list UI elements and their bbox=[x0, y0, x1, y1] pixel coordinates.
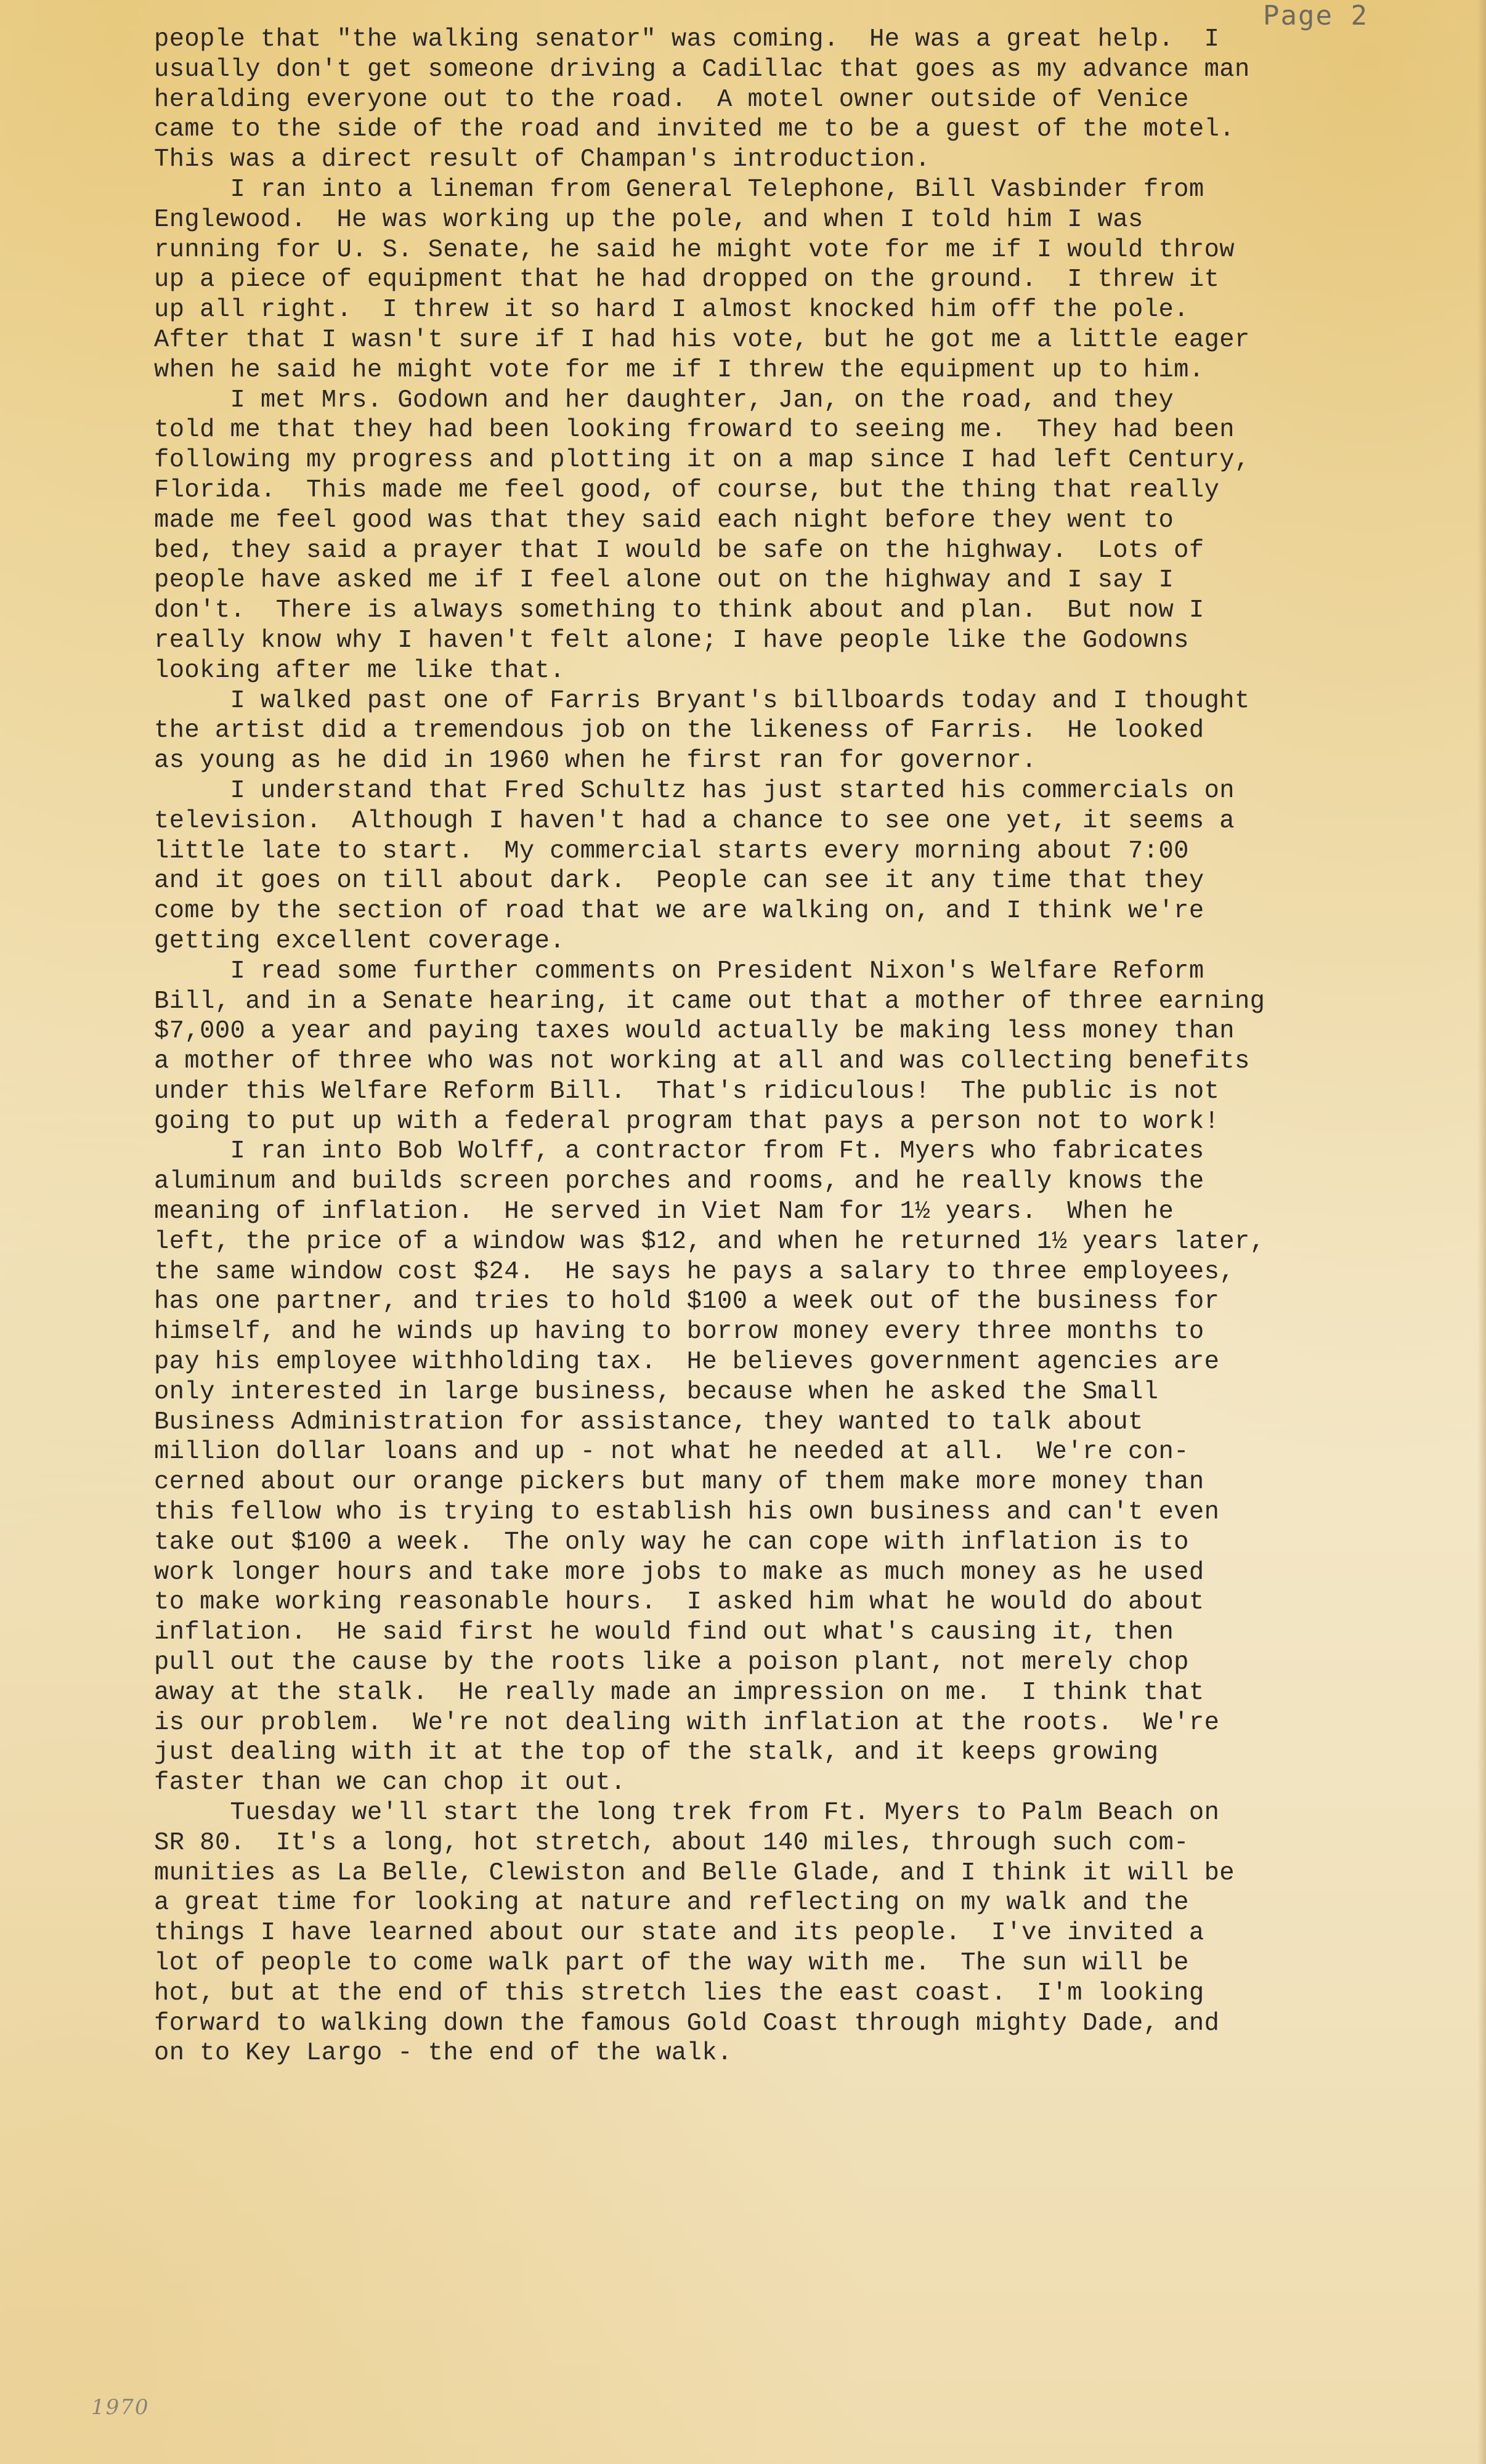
text-line: up a piece of equipment that he had dropped on the ground. I threw it bbox=[154, 265, 1220, 294]
text-line: hot, but at the end of this stretch lies the east coast. I'm looking bbox=[154, 1979, 1204, 2008]
text-line: things I have learned about our state and its people. I've invited a bbox=[154, 1919, 1204, 1948]
page-number: Page 2 bbox=[1263, 0, 1368, 31]
text-line: pay his employee withholding tax. He believes government agencies are bbox=[154, 1348, 1220, 1377]
text-line: I read some further comments on President Nixon's Welfare Reform bbox=[154, 957, 1204, 986]
text-line: the artist did a tremendous job on the likeness of Farris. He looked bbox=[154, 716, 1204, 745]
text-line: a great time for looking at nature and reflecting on my walk and the bbox=[154, 1889, 1189, 1918]
text-line: has one partner, and tries to hold $100 a week out of the business for bbox=[154, 1287, 1220, 1316]
text-line: meaning of inflation. He served in Viet Nam for 1½ years. When he bbox=[154, 1198, 1174, 1226]
text-line: Englewood. He was working up the pole, and when I told him I was bbox=[154, 205, 1143, 234]
text-line: heralding everyone out to the road. A motel owner outside of Venice bbox=[154, 85, 1189, 114]
text-line: aluminum and builds screen porches and rooms, and he really knows the bbox=[154, 1167, 1204, 1196]
text-line: television. Although I haven't had a chance to see one yet, it seems a bbox=[154, 806, 1235, 835]
text-line: getting excellent coverage. bbox=[154, 926, 566, 955]
text-line: SR 80. It's a long, hot stretch, about 140 miles, through such com- bbox=[154, 1828, 1189, 1857]
text-line: lot of people to come walk part of the way with me. The sun will be bbox=[154, 1949, 1189, 1977]
text-line: come by the section of road that we are walking on, and I think we're bbox=[154, 897, 1204, 926]
text-line: and it goes on till about dark. People can see it any time that they bbox=[154, 867, 1204, 896]
text-line: bed, they said a prayer that I would be safe on the highway. Lots of bbox=[154, 536, 1204, 565]
text-line: faster than we can chop it out. bbox=[154, 1769, 626, 1797]
text-line: After that I wasn't sure if I had his vote, but he got me a little eager bbox=[154, 325, 1250, 354]
text-line: people that "the walking senator" was coming. He was a great help. I bbox=[154, 25, 1220, 54]
text-line: made me feel good was that they said each night before they went to bbox=[154, 506, 1174, 535]
text-line: up all right. I threw it so hard I almost knocked him off the pole. bbox=[154, 296, 1189, 325]
text-line: $7,000 a year and paying taxes would actually be making less money than bbox=[154, 1017, 1235, 1046]
text-line: away at the stalk. He really made an impression on me. I think that bbox=[154, 1678, 1204, 1707]
text-line: cerned about our orange pickers but many of them make more money than bbox=[154, 1468, 1204, 1497]
text-line: I ran into Bob Wolff, a contractor from Ft. Myers who fabricates bbox=[154, 1137, 1204, 1166]
text-line: I met Mrs. Godown and her daughter, Jan, on the road, and they bbox=[154, 386, 1174, 415]
text-line: Florida. This made me feel good, of course, but the thing that really bbox=[154, 476, 1220, 505]
text-line: I ran into a lineman from General Telephone, Bill Vasbinder from bbox=[154, 175, 1204, 204]
text-line: only interested in large business, because when he asked the Small bbox=[154, 1377, 1159, 1406]
text-line: himself, and he winds up having to borrow money every three months to bbox=[154, 1318, 1204, 1347]
text-line: this fellow who is trying to establish his own business and can't even bbox=[154, 1498, 1220, 1527]
text-line: people have asked me if I feel alone out on the highway and I say I bbox=[154, 566, 1174, 595]
text-line: really know why I haven't felt alone; I have people like the Godowns bbox=[154, 626, 1189, 655]
text-line: following my progress and plotting it on a map since I had left Century, bbox=[154, 446, 1250, 475]
text-line: pull out the cause by the roots like a poison plant, not merely chop bbox=[154, 1648, 1189, 1677]
text-line: little late to start. My commercial starts every morning about 7:00 bbox=[154, 837, 1189, 865]
text-line: to make working reasonable hours. I asked him what he would do about bbox=[154, 1588, 1204, 1617]
text-line: running for U. S. Senate, he said he might vote for me if I would throw bbox=[154, 235, 1235, 264]
text-line: work longer hours and take more jobs to make as much money as he used bbox=[154, 1558, 1204, 1587]
text-line: left, the price of a window was $12, and when he returned 1½ years later, bbox=[154, 1227, 1265, 1256]
text-line: inflation. He said first he would find out what's causing it, then bbox=[154, 1618, 1174, 1647]
text-line: on to Key Largo - the end of the walk. bbox=[154, 2039, 733, 2068]
text-line: Tuesday we'll start the long trek from Ft. Myers to Palm Beach on bbox=[154, 1799, 1220, 1828]
text-line: I understand that Fred Schultz has just started his commercials on bbox=[154, 776, 1235, 805]
text-line: came to the side of the road and invited me to be a guest of the motel. bbox=[154, 115, 1235, 144]
text-line: usually don't get someone driving a Cadillac that goes as my advance man bbox=[154, 55, 1250, 84]
text-line: a mother of three who was not working at all and was collecting benefits bbox=[154, 1047, 1250, 1076]
text-line: Business Administration for assistance, they wanted to talk about bbox=[154, 1408, 1143, 1437]
handwritten-year: 1970 bbox=[91, 2395, 150, 2420]
text-line: Bill, and in a Senate hearing, it came out that a mother of three earning bbox=[154, 987, 1265, 1016]
text-line: million dollar loans and up - not what he needed at all. We're con- bbox=[154, 1438, 1189, 1467]
text-line: told me that they had been looking froward to seeing me. They had been bbox=[154, 416, 1235, 445]
text-line: under this Welfare Reform Bill. That's ridiculous! The public is not bbox=[154, 1077, 1220, 1106]
text-line: munities as La Belle, Clewiston and Belle Glade, and I think it will be bbox=[154, 1858, 1235, 1887]
text-line: when he said he might vote for me if I threw the equipment up to him. bbox=[154, 355, 1204, 384]
text-line: take out $100 a week. The only way he can cope with inflation is to bbox=[154, 1528, 1189, 1557]
text-line: I walked past one of Farris Bryant's billboards today and I thought bbox=[154, 686, 1250, 715]
text-line: This was a direct result of Champan's introduction. bbox=[154, 145, 930, 174]
paper-edge bbox=[1477, 0, 1486, 2464]
text-line: going to put up with a federal program that pays a person not to work! bbox=[154, 1107, 1220, 1136]
text-line: the same window cost $24. He says he pays a salary to three employees, bbox=[154, 1257, 1235, 1286]
text-line: as young as he did in 1960 when he first ran for governor. bbox=[154, 747, 1037, 776]
text-line: is our problem. We're not dealing with inflation at the roots. We're bbox=[154, 1708, 1220, 1737]
text-line: looking after me like that. bbox=[154, 656, 566, 685]
text-line: don't. There is always something to think about and plan. But now I bbox=[154, 596, 1204, 625]
text-line: just dealing with it at the top of the stalk, and it keeps growing bbox=[154, 1738, 1159, 1767]
letter-body bbox=[154, 25, 1435, 2069]
text-line: forward to walking down the famous Gold Coast through mighty Dade, and bbox=[154, 2009, 1220, 2038]
